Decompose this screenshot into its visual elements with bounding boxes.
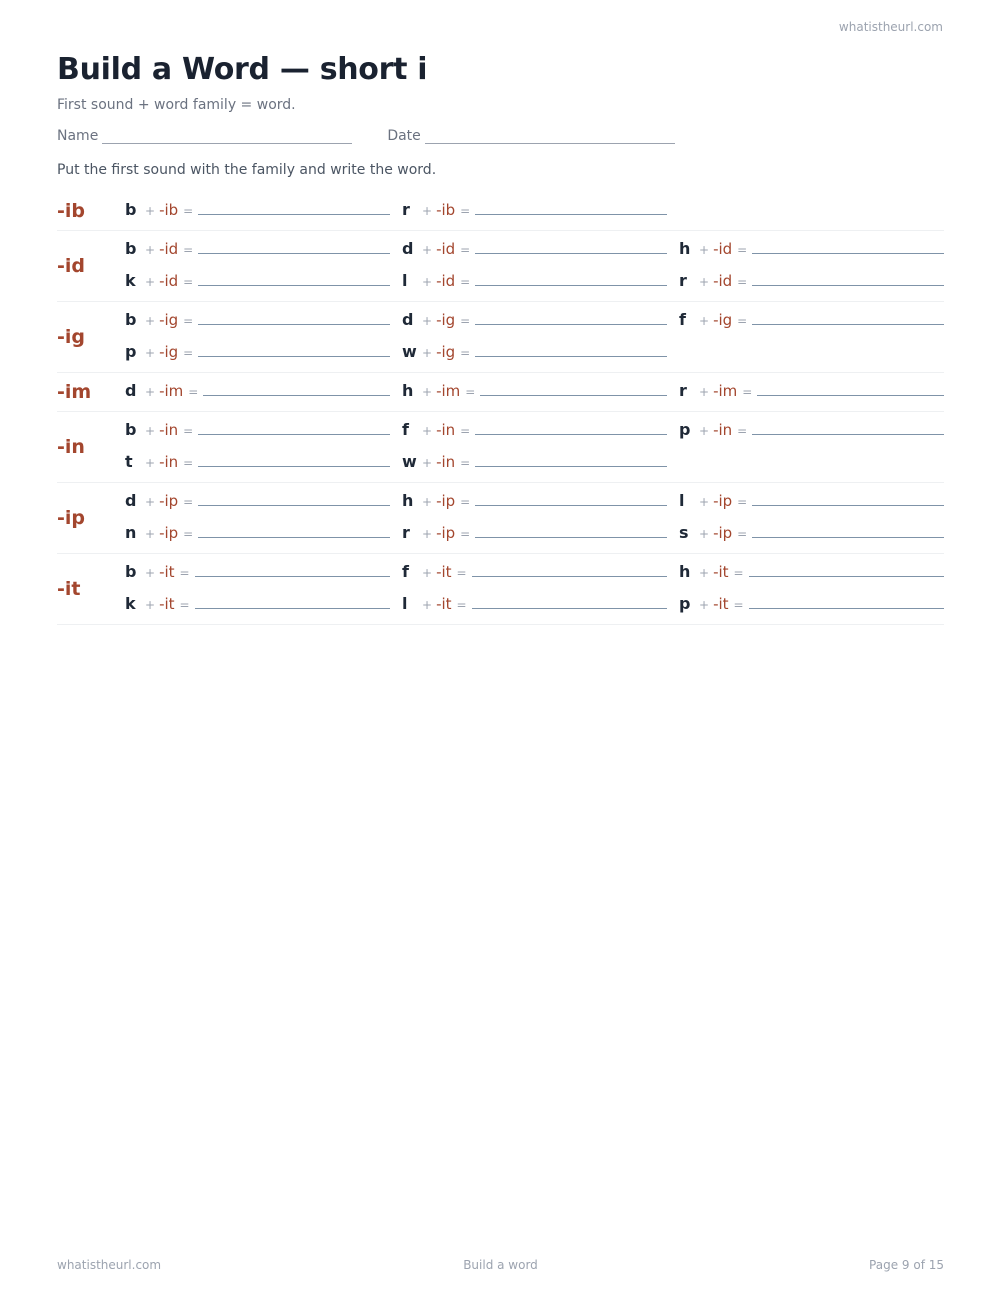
word-build-item: [402, 200, 667, 222]
equals-sign: =: [183, 346, 194, 360]
name-field: [57, 128, 352, 144]
equals-sign: =: [460, 456, 471, 470]
equals-sign: =: [460, 495, 471, 509]
family-suffix: -ip: [159, 524, 179, 542]
family-suffix: -id: [713, 240, 733, 258]
family-suffix: -it: [713, 595, 729, 613]
family-suffix: -ip: [713, 524, 733, 542]
answer-line[interactable]: [752, 523, 944, 538]
plus-sign: +: [145, 527, 156, 541]
equals-sign: =: [460, 314, 471, 328]
family-suffix: -im: [713, 382, 738, 400]
family-label: -im: [57, 381, 92, 403]
family-label: -it: [57, 578, 81, 600]
plus-sign: +: [422, 243, 433, 257]
word-build-item: [402, 452, 667, 474]
equals-sign: =: [737, 314, 748, 328]
word-build-item: [679, 271, 944, 293]
answer-line[interactable]: [752, 420, 944, 435]
plus-sign: +: [422, 346, 433, 360]
word-build-item: [125, 523, 390, 545]
equals-sign: =: [737, 275, 748, 289]
word-build-item: [125, 452, 390, 474]
equals-sign: =: [737, 424, 748, 438]
family-label: -ib: [57, 200, 85, 222]
first-sound-letter: b: [125, 310, 137, 329]
answer-line[interactable]: [203, 381, 390, 396]
equals-sign: =: [183, 495, 194, 509]
family-suffix: -id: [436, 272, 456, 290]
first-sound-letter: b: [125, 239, 137, 258]
equals-sign: =: [742, 385, 753, 399]
word-build-item: [402, 562, 667, 584]
plus-sign: +: [422, 456, 433, 470]
first-sound-letter: f: [679, 310, 686, 329]
plus-sign: +: [145, 314, 156, 328]
family-suffix: -it: [713, 563, 729, 581]
plus-sign: +: [422, 275, 433, 289]
answer-line[interactable]: [752, 310, 944, 325]
date-line[interactable]: [425, 129, 675, 144]
word-build-item: [679, 523, 944, 545]
equals-sign: =: [460, 346, 471, 360]
equals-sign: =: [460, 424, 471, 438]
first-sound-letter: b: [125, 562, 137, 581]
family-suffix: -ip: [436, 492, 456, 510]
equals-sign: =: [456, 598, 467, 612]
family-items: [125, 200, 944, 222]
answer-line[interactable]: [198, 271, 390, 286]
equals-sign: =: [183, 527, 194, 541]
answer-line[interactable]: [195, 594, 390, 609]
word-build-item: [125, 200, 390, 222]
date-label: Date: [387, 128, 421, 144]
equals-sign: =: [460, 527, 471, 541]
first-sound-letter: k: [125, 594, 136, 613]
first-sound-letter: k: [125, 271, 136, 290]
equals-sign: =: [183, 424, 194, 438]
equals-sign: =: [183, 275, 194, 289]
first-sound-letter: p: [679, 594, 691, 613]
first-sound-letter: d: [125, 381, 137, 400]
first-sound-letter: p: [125, 342, 137, 361]
equals-sign: =: [188, 385, 199, 399]
equals-sign: =: [179, 598, 190, 612]
answer-line[interactable]: [752, 271, 944, 286]
name-label: Name: [57, 128, 99, 144]
plus-sign: +: [699, 243, 710, 257]
word-build-item: [125, 420, 390, 442]
footer-page-number: Page 9 of 15: [869, 1258, 944, 1272]
word-build-item: [125, 342, 390, 364]
name-line[interactable]: [102, 129, 352, 144]
family-suffix: -id: [436, 240, 456, 258]
family-row: [57, 412, 944, 483]
word-build-item: [402, 523, 667, 545]
plus-sign: +: [145, 204, 156, 218]
plus-sign: +: [145, 385, 156, 399]
plus-sign: +: [145, 456, 156, 470]
first-sound-letter: f: [402, 562, 409, 581]
first-sound-letter: r: [679, 271, 687, 290]
equals-sign: =: [460, 275, 471, 289]
first-sound-letter: b: [125, 200, 137, 219]
plus-sign: +: [145, 566, 156, 580]
word-build-item: [679, 381, 944, 403]
family-label: -id: [57, 255, 85, 277]
plus-sign: +: [145, 424, 156, 438]
equals-sign: =: [456, 566, 467, 580]
family-row: [57, 231, 944, 302]
word-build-item: [679, 594, 944, 616]
word-build-item: [402, 239, 667, 261]
answer-line[interactable]: [198, 310, 390, 325]
family-label: -ig: [57, 326, 85, 348]
answer-line[interactable]: [475, 342, 667, 357]
family-items: [125, 381, 944, 403]
family-items: [125, 420, 944, 474]
first-sound-letter: r: [679, 381, 687, 400]
plus-sign: +: [699, 385, 710, 399]
first-sound-letter: l: [402, 271, 408, 290]
site-url-header: whatistheurl.com: [838, 20, 943, 34]
plus-sign: +: [422, 527, 433, 541]
first-sound-letter: h: [402, 381, 414, 400]
plus-sign: +: [422, 385, 433, 399]
answer-line[interactable]: [475, 310, 667, 325]
word-build-item: [402, 381, 667, 403]
equals-sign: =: [460, 243, 471, 257]
plus-sign: +: [145, 275, 156, 289]
word-build-item: [679, 310, 944, 332]
equals-sign: =: [737, 495, 748, 509]
word-build-item: [679, 239, 944, 261]
answer-line[interactable]: [749, 594, 944, 609]
first-sound-letter: p: [679, 420, 691, 439]
answer-line[interactable]: [198, 239, 390, 254]
word-build-item: [125, 310, 390, 332]
answer-line[interactable]: [752, 239, 944, 254]
answer-line[interactable]: [475, 200, 667, 215]
family-label: -ip: [57, 507, 85, 529]
family-suffix: -id: [713, 272, 733, 290]
plus-sign: +: [699, 566, 710, 580]
first-sound-letter: s: [679, 523, 689, 542]
plus-sign: +: [422, 566, 433, 580]
date-field: [387, 128, 674, 144]
word-build-item: [125, 239, 390, 261]
family-suffix: -in: [159, 421, 179, 439]
family-row: [57, 302, 944, 373]
equals-sign: =: [183, 314, 194, 328]
equals-sign: =: [183, 204, 194, 218]
footer-title: Build a word: [463, 1258, 538, 1272]
plus-sign: +: [145, 346, 156, 360]
family-row: [57, 373, 944, 412]
plus-sign: +: [422, 204, 433, 218]
equals-sign: =: [183, 243, 194, 257]
family-suffix: -in: [159, 453, 179, 471]
word-build-item: [679, 562, 944, 584]
answer-line[interactable]: [198, 342, 390, 357]
name-date-fields: [57, 128, 675, 144]
first-sound-letter: h: [402, 491, 414, 510]
family-suffix: -it: [159, 563, 175, 581]
plus-sign: +: [699, 275, 710, 289]
family-suffix: -id: [159, 272, 179, 290]
family-items: [125, 491, 944, 545]
family-suffix: -ip: [713, 492, 733, 510]
family-row: [57, 192, 944, 231]
equals-sign: =: [737, 243, 748, 257]
first-sound-letter: h: [679, 562, 691, 581]
family-suffix: -it: [436, 563, 452, 581]
family-suffix: -it: [436, 595, 452, 613]
first-sound-letter: d: [402, 239, 414, 258]
plus-sign: +: [422, 424, 433, 438]
first-sound-letter: d: [402, 310, 414, 329]
first-sound-letter: r: [402, 523, 410, 542]
word-build-item: [402, 491, 667, 513]
plus-sign: +: [699, 598, 710, 612]
equals-sign: =: [737, 527, 748, 541]
answer-line[interactable]: [198, 420, 390, 435]
word-build-item: [402, 594, 667, 616]
answer-line[interactable]: [475, 452, 667, 467]
equals-sign: =: [179, 566, 190, 580]
plus-sign: +: [145, 243, 156, 257]
family-suffix: -im: [159, 382, 184, 400]
plus-sign: +: [145, 598, 156, 612]
answer-line[interactable]: [472, 594, 667, 609]
family-suffix: -ib: [159, 201, 179, 219]
family-suffix: -in: [436, 453, 456, 471]
answer-line[interactable]: [475, 239, 667, 254]
footer-site: whatistheurl.com: [57, 1258, 162, 1272]
equals-sign: =: [733, 598, 744, 612]
family-suffix: -in: [713, 421, 733, 439]
family-items: [125, 239, 944, 293]
answer-line[interactable]: [198, 523, 390, 538]
plus-sign: +: [422, 598, 433, 612]
family-suffix: -im: [436, 382, 461, 400]
answer-line[interactable]: [198, 200, 390, 215]
word-build-item: [679, 420, 944, 442]
first-sound-letter: b: [125, 420, 137, 439]
word-build-item: [402, 271, 667, 293]
answer-line[interactable]: [195, 562, 390, 577]
page-subtitle: First sound + word family = word.: [57, 97, 296, 113]
answer-line[interactable]: [475, 420, 667, 435]
family-label: -in: [57, 436, 85, 458]
word-build-item: [125, 491, 390, 513]
family-suffix: -in: [436, 421, 456, 439]
word-build-item: [125, 562, 390, 584]
word-build-item: [402, 342, 667, 364]
first-sound-letter: l: [679, 491, 685, 510]
plus-sign: +: [699, 314, 710, 328]
answer-line[interactable]: [480, 381, 667, 396]
family-row: [57, 483, 944, 554]
first-sound-letter: w: [402, 452, 417, 471]
plus-sign: +: [145, 495, 156, 509]
word-family-rows: [57, 192, 944, 625]
word-build-item: [402, 310, 667, 332]
plus-sign: +: [699, 424, 710, 438]
word-build-item: [125, 381, 390, 403]
first-sound-letter: h: [679, 239, 691, 258]
equals-sign: =: [460, 204, 471, 218]
equals-sign: =: [465, 385, 476, 399]
family-row: [57, 554, 944, 625]
family-suffix: -ip: [159, 492, 179, 510]
equals-sign: =: [183, 456, 194, 470]
first-sound-letter: l: [402, 594, 408, 613]
instructions: Put the first sound with the family and write the word.: [57, 162, 437, 178]
family-items: [125, 562, 944, 616]
equals-sign: =: [733, 566, 744, 580]
plus-sign: +: [699, 527, 710, 541]
plus-sign: +: [422, 314, 433, 328]
family-suffix: -ip: [436, 524, 456, 542]
word-build-item: [679, 491, 944, 513]
family-suffix: -ib: [436, 201, 456, 219]
answer-line[interactable]: [757, 381, 944, 396]
plus-sign: +: [422, 495, 433, 509]
answer-line[interactable]: [475, 491, 667, 506]
family-suffix: -ig: [159, 311, 179, 329]
plus-sign: +: [699, 495, 710, 509]
family-suffix: -ig: [436, 343, 456, 361]
answer-line[interactable]: [752, 491, 944, 506]
answer-line[interactable]: [198, 491, 390, 506]
first-sound-letter: n: [125, 523, 137, 542]
answer-line[interactable]: [198, 452, 390, 467]
first-sound-letter: d: [125, 491, 137, 510]
word-build-item: [402, 420, 667, 442]
answer-line[interactable]: [472, 562, 667, 577]
family-suffix: -ig: [436, 311, 456, 329]
answer-line[interactable]: [475, 271, 667, 286]
family-suffix: -it: [159, 595, 175, 613]
family-items: [125, 310, 944, 364]
answer-line[interactable]: [749, 562, 944, 577]
first-sound-letter: w: [402, 342, 417, 361]
first-sound-letter: r: [402, 200, 410, 219]
family-suffix: -ig: [159, 343, 179, 361]
page-title: Build a Word — short i: [57, 52, 428, 87]
family-suffix: -id: [159, 240, 179, 258]
first-sound-letter: f: [402, 420, 409, 439]
answer-line[interactable]: [475, 523, 667, 538]
word-build-item: [125, 271, 390, 293]
family-suffix: -ig: [713, 311, 733, 329]
word-build-item: [125, 594, 390, 616]
first-sound-letter: t: [125, 452, 133, 471]
